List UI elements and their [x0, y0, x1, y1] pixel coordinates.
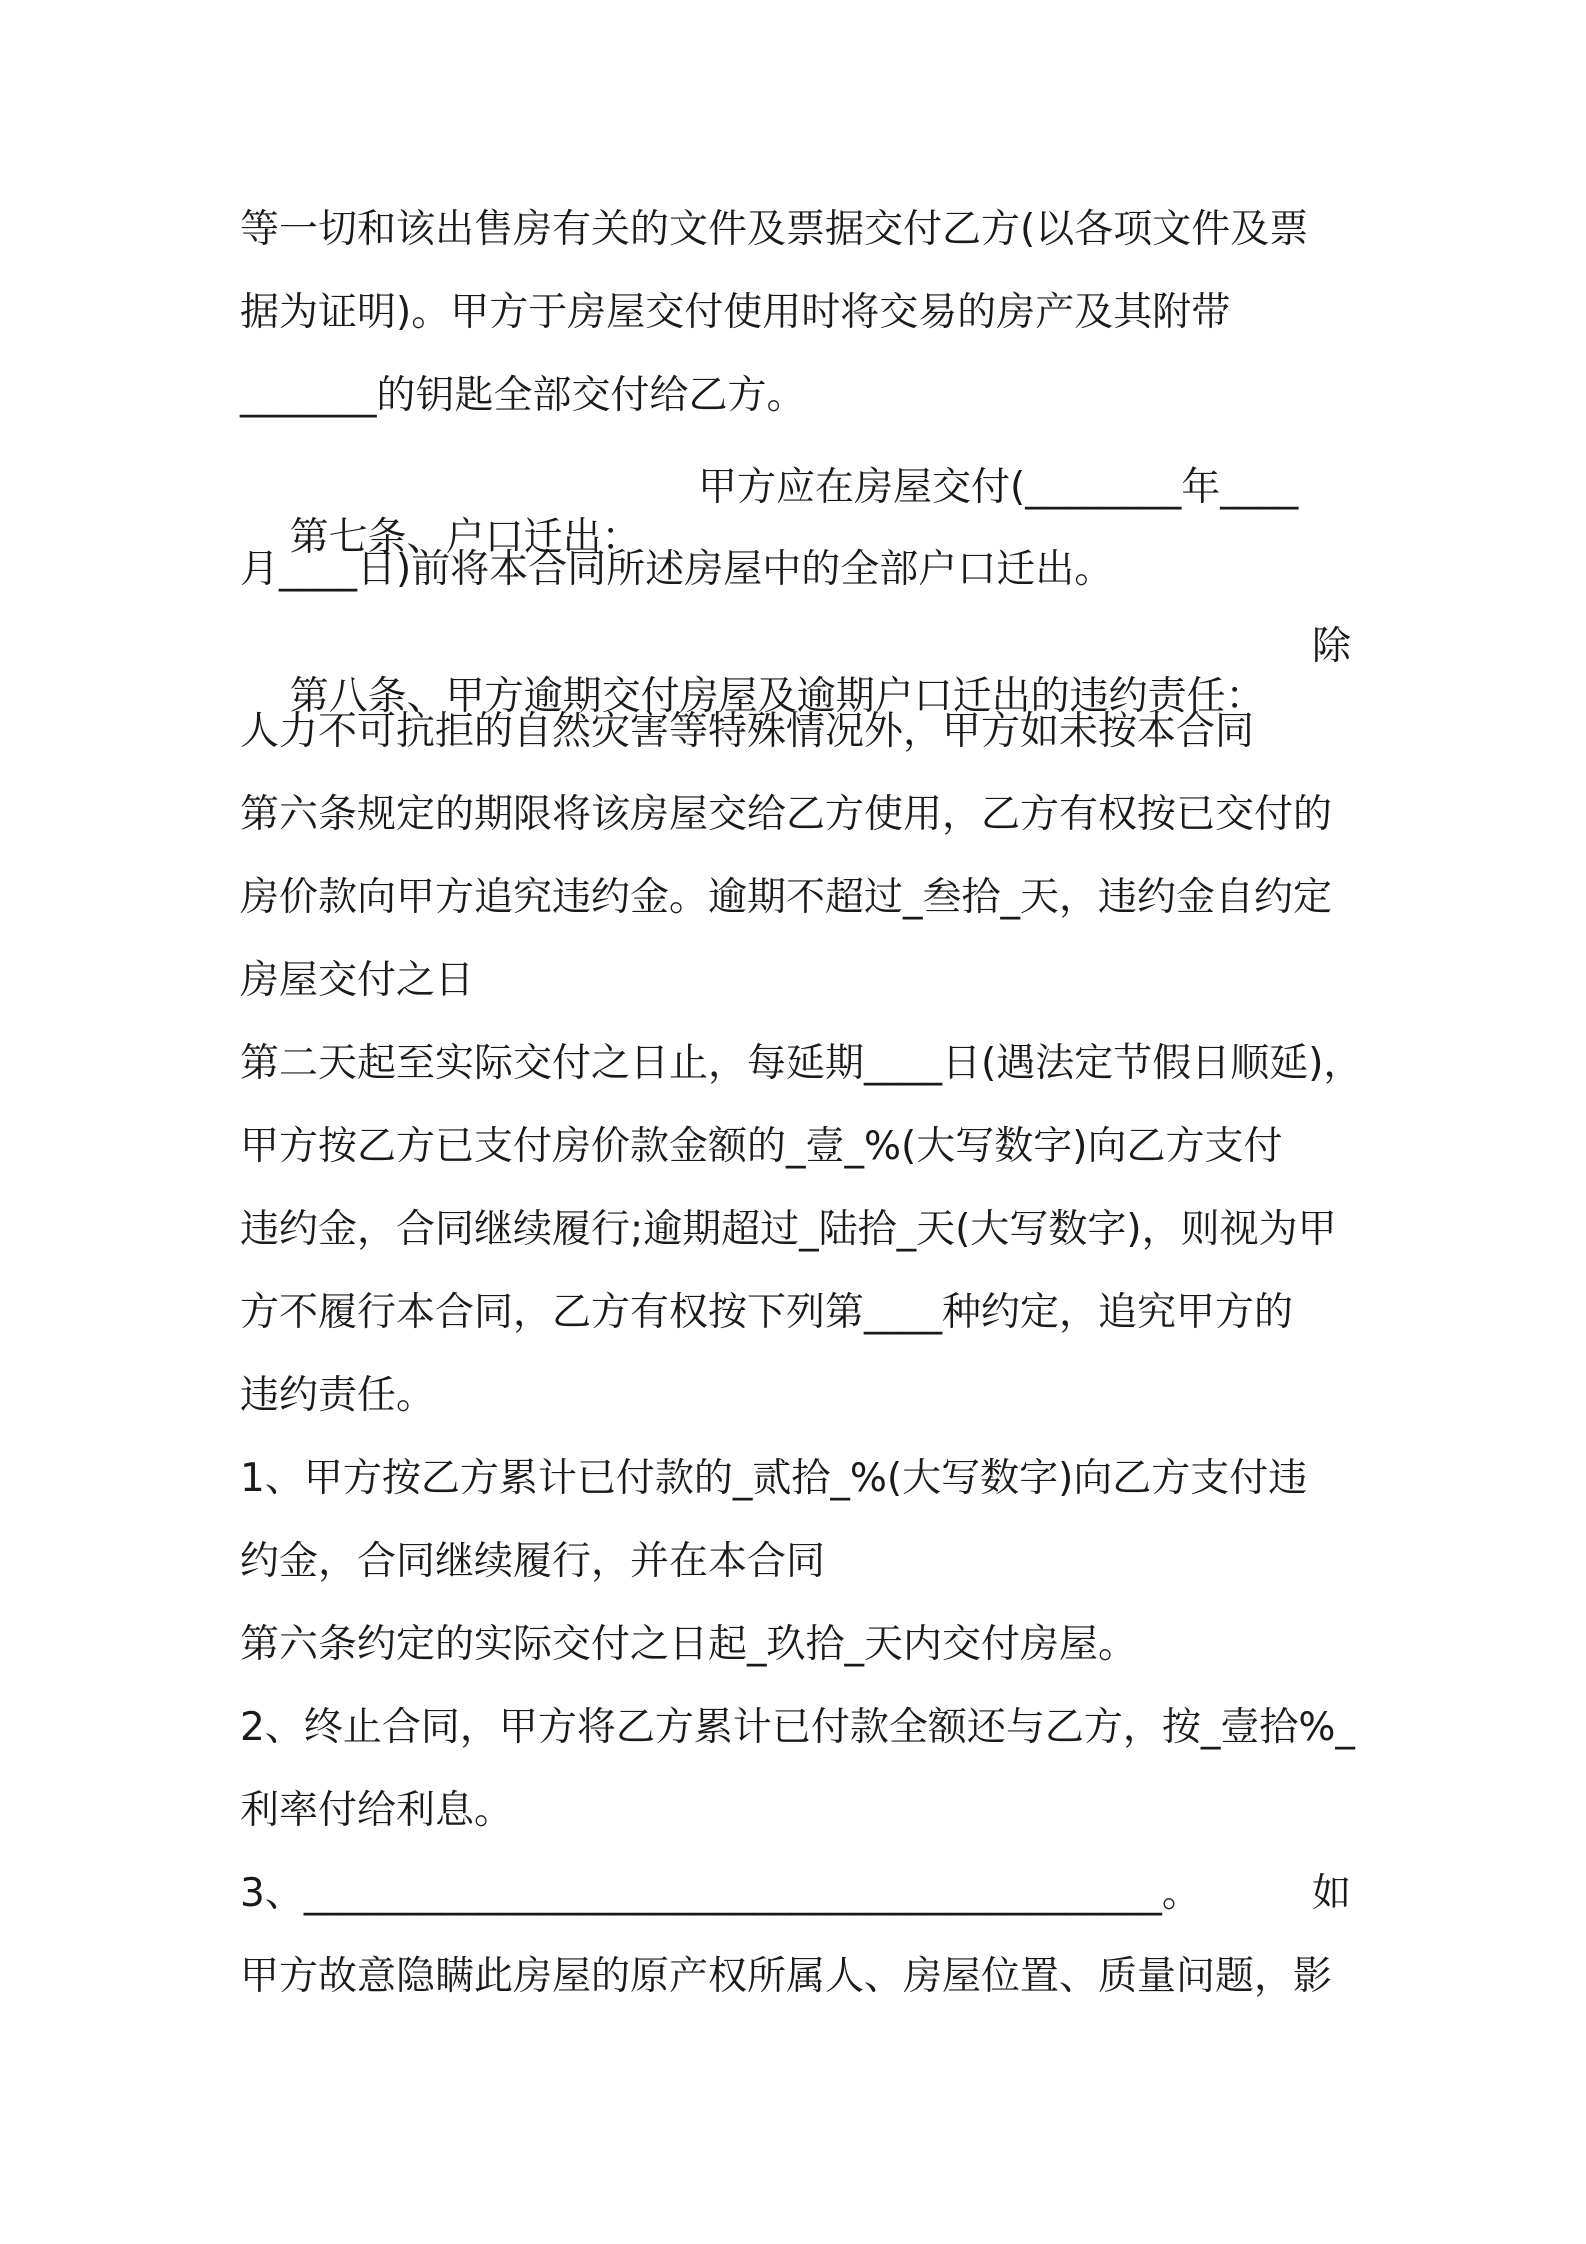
text-line-18: 1、甲方按乙方累计已付款的_贰拾_%(大写数字)向乙方支付违 — [240, 1456, 1308, 1501]
text-line-15: 违约金，合同继续履行;逾期超过_陆拾_天(大写数字)，则视为甲 — [240, 1207, 1337, 1252]
item-3-line: 3、____________________________________________。 — [240, 1871, 1201, 1916]
text-line-16: 方不履行本合同，乙方有权按下列第____种约定，追究甲方的 — [240, 1290, 1294, 1335]
text-line-6: 月____日)前将本合同所述房屋中的全部户口迁出。 — [240, 547, 1114, 592]
text-line-3: _______的钥匙全部交付给乙方。 — [240, 373, 806, 418]
text-line-10: 第六条规定的期限将该房屋交给乙方使用，乙方有权按已交付的 — [240, 792, 1333, 837]
text-line-22: 利率付给利息。 — [240, 1788, 514, 1833]
item-3-trailing-char: 如 — [1312, 1871, 1352, 1916]
article-7-title: 第七条、户口迁出： — [289, 515, 641, 560]
text-line-19: 约金，合同继续履行，并在本合同 — [240, 1539, 826, 1584]
text-line-25: 甲方故意隐瞒此房屋的原产权所属人、房屋位置、质量问题，影 — [240, 1954, 1333, 1999]
text-line-2: 据为证明)。甲方于房屋交付使用时将交易的房产及其附带 — [240, 290, 1231, 335]
text-line-17: 违约责任。 — [240, 1373, 436, 1418]
text-line-21: 2、终止合同，甲方将乙方累计已付款全额还与乙方，按_壹拾%_ — [240, 1705, 1355, 1750]
text-line-9: 人力不可抗拒的自然灾害等特殊情况外，甲方如未按本合同 — [240, 709, 1255, 754]
article-8-trailing-char: 除 — [1312, 624, 1352, 669]
article-7-continuation: 甲方应在房屋交付(________年____ — [698, 465, 1299, 510]
text-line-14: 甲方按乙方已支付房价款金额的_壹_%(大写数字)向乙方支付 — [240, 1124, 1283, 1169]
text-line-20: 第六条约定的实际交付之日起_玖拾_天内交付房屋。 — [240, 1622, 1138, 1667]
text-line-13: 第二天起至实际交付之日止，每延期____日(遇法定节假日顺延)， — [240, 1041, 1363, 1086]
article-8-title: 第八条、甲方逾期交付房屋及逾期户口迁出的违约责任： — [289, 674, 1265, 719]
text-line-12: 房屋交付之日 — [240, 958, 475, 1003]
text-line-11: 房价款向甲方追究违约金。逾期不超过_叁拾_天，违约金自约定 — [240, 875, 1333, 920]
article-8-heading-line — [240, 622, 1360, 719]
text-line-1: 等一切和该出售房有关的文件及票据交付乙方(以各项文件及票 — [240, 207, 1309, 252]
